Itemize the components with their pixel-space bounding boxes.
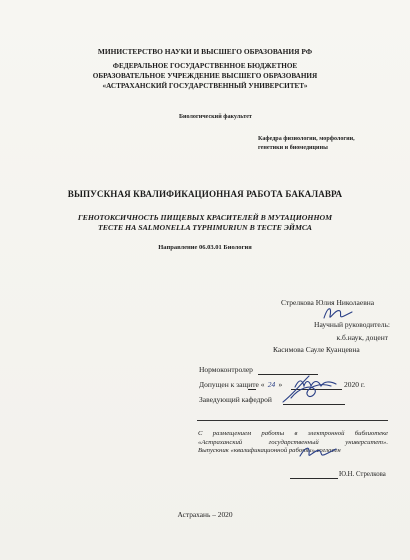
consent-line: С размещением работы в электронной библиотеке — [198, 430, 388, 437]
topic-line: ТЕСТЕ НА SALMONELLA TYPHIMURIUN В ТЕСТЕ ЭЙМСА — [97, 223, 313, 233]
thesis-topic — [0, 213, 410, 234]
department-line: Кафедра физиологии, морфологии, — [258, 136, 355, 142]
study-direction: Направление 06.03.01 Биология — [158, 244, 252, 251]
consent-signature-name: Ю.Н. Стрелкова — [339, 471, 386, 478]
consent-line: «Астраханский государственный университет». — [198, 438, 388, 446]
admission-prefix: Допущен к защите « — [199, 380, 265, 389]
head-of-department-label: Заведующий кафедрой — [199, 395, 272, 404]
department-name — [258, 135, 388, 152]
supervisor-title: к.б.наук, доцент — [336, 333, 388, 342]
supervisor-name: Касимова Сауле Куанцевна — [273, 345, 360, 354]
institution-line: «АСТРАХАНСКИЙ ГОСУДАРСТВЕННЫЙ УНИВЕРСИТЕТ» — [102, 81, 308, 90]
ministry-heading: МИНИСТЕРСТВО НАУКИ И ВЫСШЕГО ОБРАЗОВАНИЯ РФ — [97, 47, 313, 56]
admission-row — [199, 380, 282, 389]
city-year: Астрахань – 2020 — [177, 510, 233, 519]
consent-line: Выпускник «квалификационной работы» согласен — [198, 447, 341, 455]
admission-day-underline — [248, 389, 256, 390]
institution-line: ФЕДЕРАЛЬНОЕ ГОСУДАРСТВЕННОЕ БЮДЖЕТНОЕ — [112, 62, 298, 70]
department-line: генетики и биомедицины — [258, 144, 328, 151]
admission-day: 24 — [267, 380, 276, 389]
work-type-heading: ВЫПУСКНАЯ КВАЛИФИКАЦИОННАЯ РАБОТА БАКАЛАВРА — [67, 189, 343, 199]
separator-rule — [197, 420, 388, 421]
institution-name — [0, 62, 410, 91]
consent-signature-line — [290, 478, 338, 479]
library-consent-note — [198, 430, 388, 456]
faculty-name: Биологический факультет — [179, 114, 252, 120]
institution-line: ОБРАЗОВАТЕЛЬНОЕ УЧРЕЖДЕНИЕ ВЫСШЕГО ОБРАЗОВАНИЯ — [92, 71, 318, 80]
author-name: Стрелкова Юлия Николаевна — [281, 298, 375, 307]
head-signature-icon — [279, 372, 339, 408]
admission-quote-close: » — [278, 380, 283, 389]
supervisor-label: Научный руководитель: — [314, 320, 390, 329]
consent-signature-icon — [296, 442, 340, 460]
topic-line: ГЕНОТОКСИЧНОСТЬ ПИЩЕВЫХ КРАСИТЕЛЕЙ В МУТАЦИОННОМ — [77, 213, 333, 222]
admission-year: 2020 г. — [344, 380, 365, 389]
normocontrol-label: Нормоконтролер — [199, 365, 253, 374]
